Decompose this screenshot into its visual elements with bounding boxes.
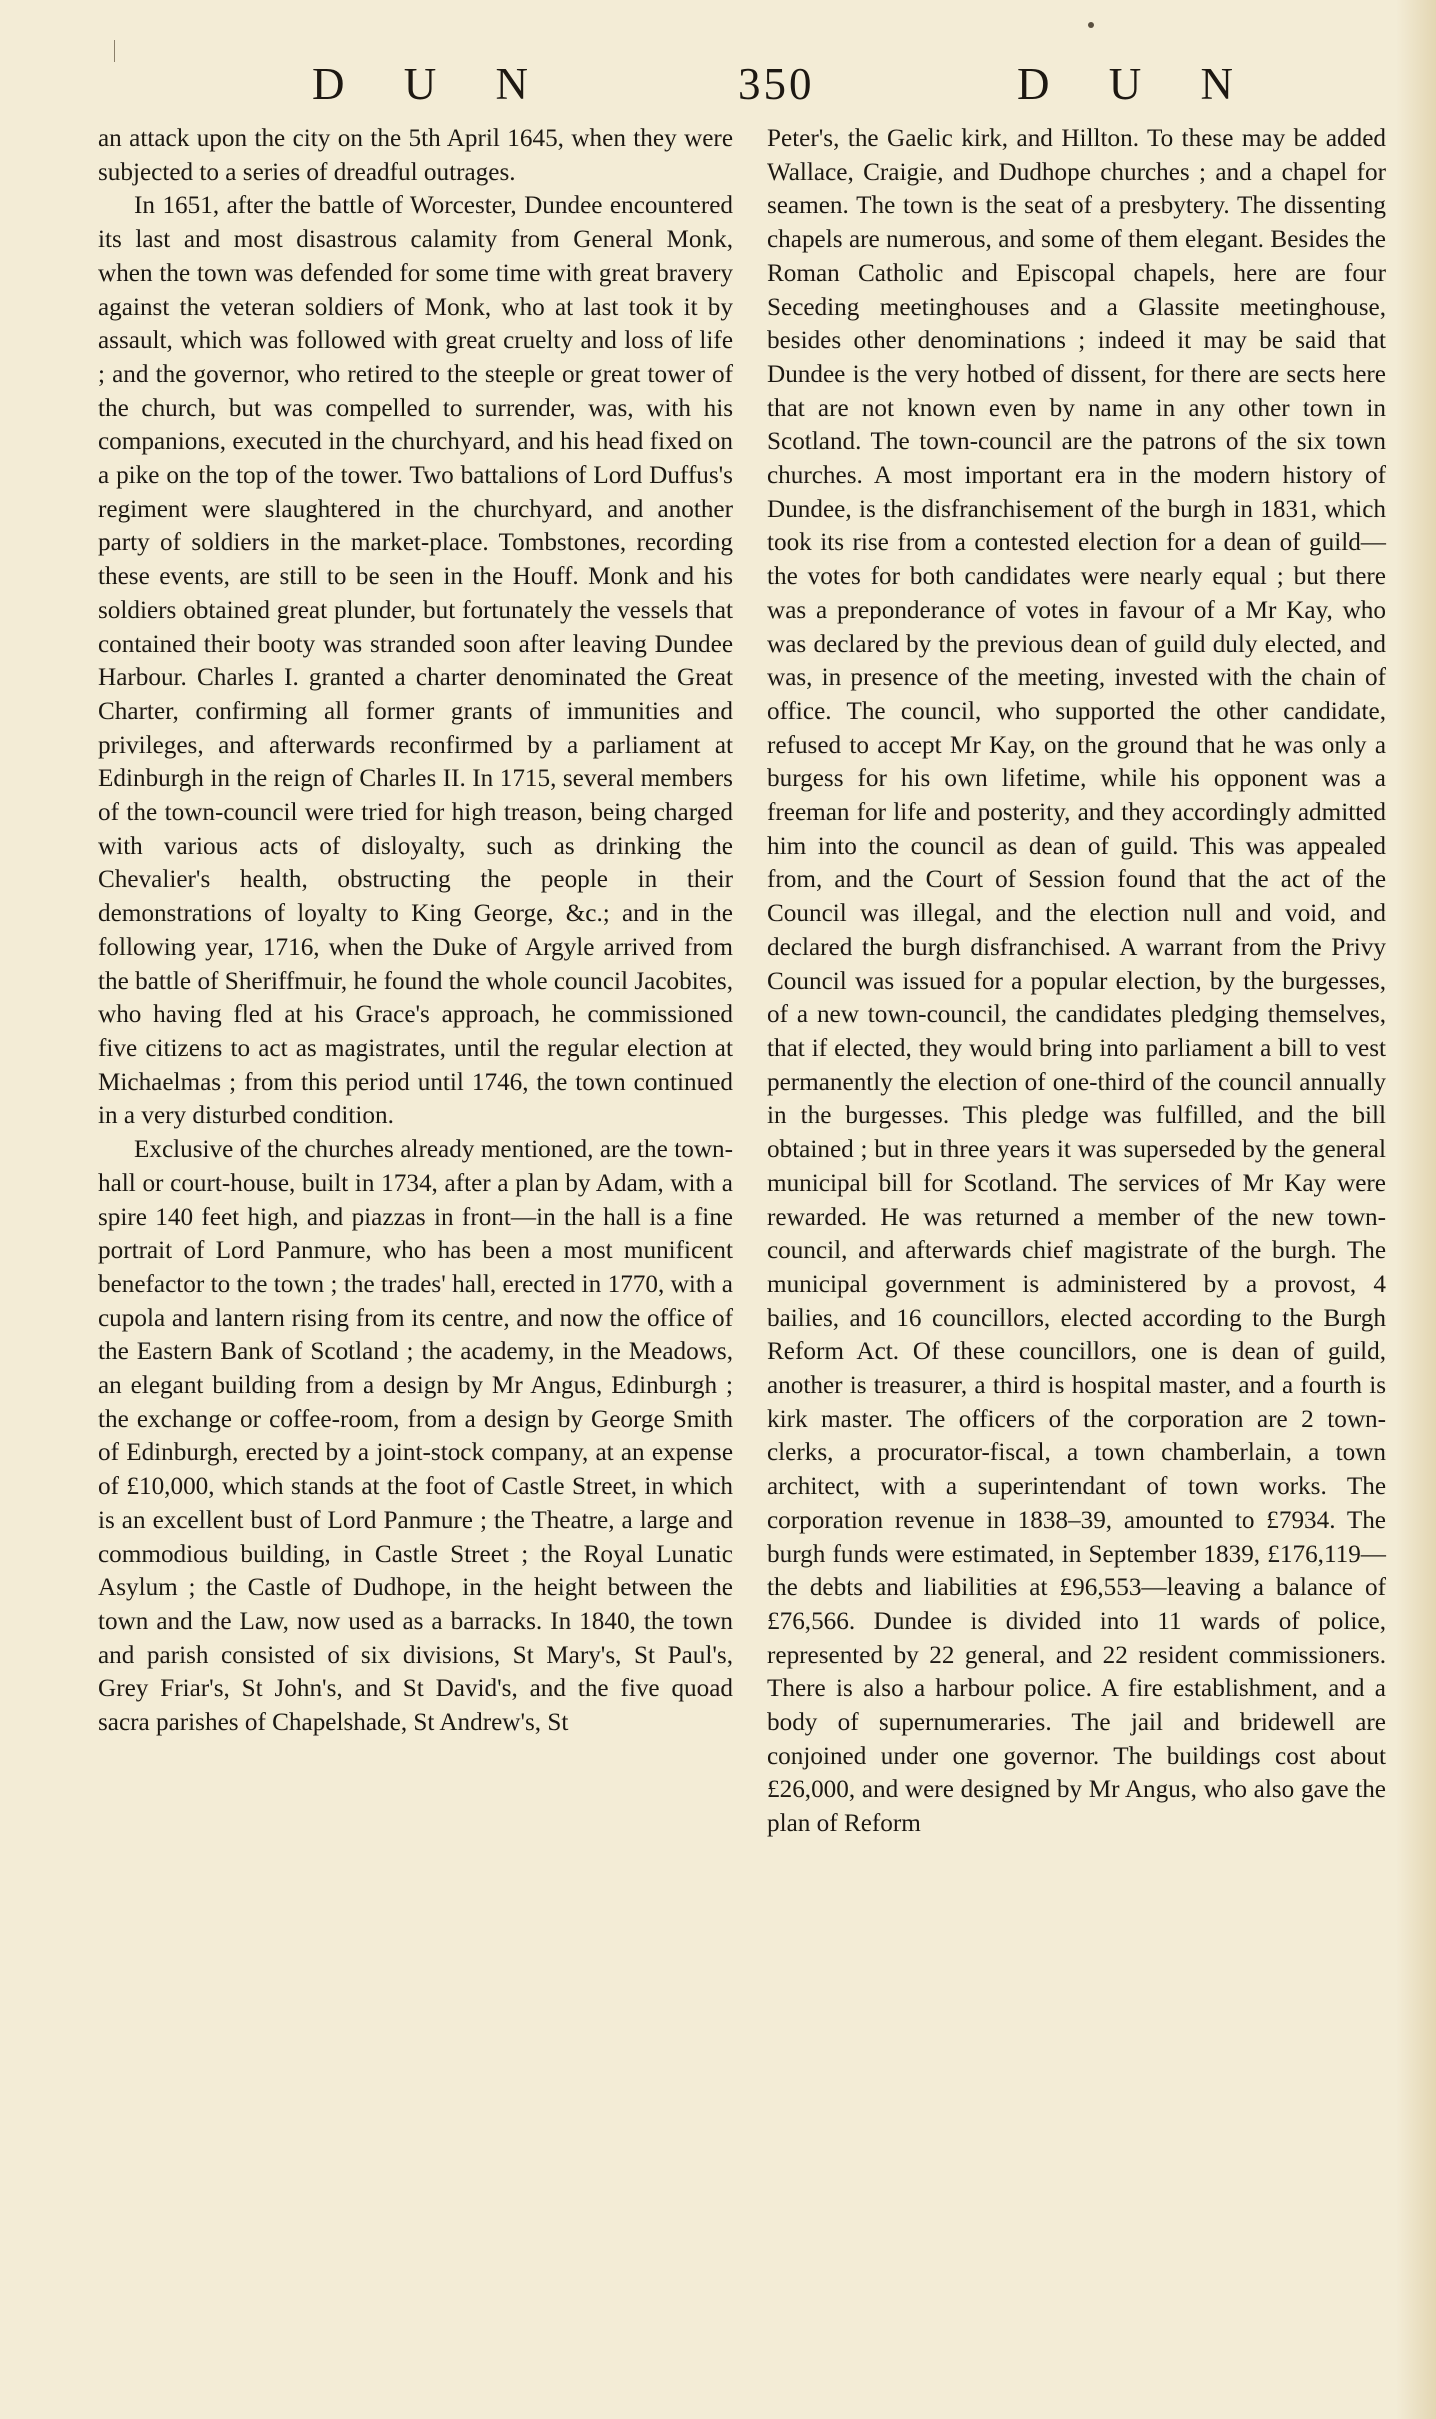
page-edge-shadow	[1396, 0, 1436, 2419]
print-speck	[1088, 22, 1094, 28]
left-paragraph-2: In 1651, after the battle of Worcester, Dundee encountered its last and most disastrous calamity from General Monk, when the town was defended for some time with great bravery against the veteran soldiers of Monk, who at last took it by assault, which was followed with great cruelty and loss of life ; and the governor, who retired to the steeple or great tower of the church, but was compelled to surrender, was, with his companions, executed in the churchyard, and his head fixed on a pike on the top of the tower. Two battalions of Lord Duffus's regiment were slaughtered in the churchyard, and another party of soldiers in the market-place. Tombstones, recording these events, are still to be seen in the Houff. Monk and his soldiers obtained great plunder, but fortunately the vessels that contained their booty was stranded soon after leaving Dundee Harbour. Charles I. granted a charter denominated the Great Charter, confirming all former grants of immunities and privileges, and afterwards reconfirmed by a parliament at Edinburgh in the reign of Charles II. In 1715, several members of the town-council were tried for high treason, being charged with various acts of disloyalty, such as drinking the Chevalier's health, obstructing the people in their demonstrations of loyalty to King George, &c.; and in the following year, 1716, when the Duke of Argyle arrived from the battle of Sheriffmuir, he found the whole council Jacobites, who having fled at his Grace's approach, he commissioned five citizens to act as magistrates, until the regular election at Michaelmas ; from this period until 1746, the town continued in a very disturbed condition.	[98, 192, 733, 1130]
left-paragraph-3: Exclusive of the churches already mentioned, are the town-hall or court-house, built in 1734, after a plan by Adam, with a spire 140 feet high, and piazzas in front—in the hall is a fine portrait of Lord Panmure, who has been a most munificent benefactor to the town ; the trades' hall, erected in 1770, with a cupola and lantern rising from its centre, and now the office of the Eastern Bank of Scotland ; the academy, in the Meadows, an elegant building from a design by Mr Angus, Edinburgh ; the exchange or coffee-room, from a design by George Smith of Edinburgh, erected by a joint-stock company, at an expense of £10,000, which stands at the foot of Castle Street, in which is an excellent bust of Lord Panmure ; the Theatre, a large and commodious building, in Castle Street ; the Royal Lunatic Asylum ; the Castle of Dudhope, in the height between the town and the Law, now used as a barracks. In 1840, the town and parish consisted of six divisions, St Mary's, St Paul's, Grey Friar's, St John's, and St David's, and the five quoad sacra parishes of Chapelshade, St Andrew's, St	[98, 1136, 733, 1737]
left-paragraph-1: an attack upon the city on the 5th April 1645, when they were subjected to a series of dreadful outrages.	[98, 125, 733, 186]
right-paragraph-1: Peter's, the Gaelic kirk, and Hillton. To these may be added Wallace, Craigie, and Dudhope churches ; and a chapel for seamen. The town is the seat of a presbytery. The dissenting chapels are numerous, and some of them elegant. Besides the Roman Catholic and Episcopal chapels, here are four Seceding meetinghouses and a Glassite meetinghouse, besides other denominations ; indeed it may be said that Dundee is the very hotbed of dissent, for there are sects here that are not known even by name in any other town in Scotland. The town-council are the patrons of the six town churches. A most important era in the modern history of Dundee, is the disfranchisement of the burgh in 1831, which took its rise from a contested election for a dean of guild—the votes for both candidates were nearly equal ; but there was a preponderance of votes in favour of a Mr Kay, who was declared by the previous dean of guild duly elected, and was, in presence of the meeting, invested with the chain of office. The council, who supported the other candidate, refused to accept Mr Kay, on the ground that he was only a burgess for his own lifetime, while his opponent was a freeman for life and posterity, and they accordingly admitted him into the council as dean of guild. This was appealed from, and the Court of Session found that the act of the Council was illegal, and the election null and void, and declared the burgh disfranchised. A warrant from the Privy Council was issued for a popular election, by the burgesses, of a new town-council, the candidates pledging themselves, that if elected, they would bring into parliament a bill to vest permanently the election of one-third of the council annually in the burgesses. This pledge was fulfilled, and the bill obtained ; but in three years it was superseded by the general municipal bill for Scotland. The services of Mr Kay were rewarded. He was returned a member of the new town-council, and afterwards chief magistrate of the burgh. The municipal government is administered by a provost, 4 bailies, and 16 councillors, elected according to the Burgh Reform Act. Of these councillors, one is dean of guild, another is treasurer, a third is hospital master, and a fourth is kirk master. The officers of the corporation are 2 town-clerks, a procurator-fiscal, a town chamberlain, a town architect, with a superintendant of town works. The corporation revenue in 1838–39, amounted to £7934. The burgh funds were estimated, in September 1839, £176,119—the debts and liabilities at £96,553—leaving a balance of £76,566. Dundee is divided into 11 wards of police, represented by 22 general, and 22 resident commissioners. There is also a harbour police. A fire establishment, and a body of supernumeraries. The jail and bridewell are conjoined under one governor. The buildings cost about £26,000, and were designed by Mr Angus, who also gave the plan of Reform	[767, 125, 1386, 1838]
right-column	[767, 122, 1386, 2397]
page-number: 350	[738, 59, 815, 109]
left-column	[98, 122, 733, 2397]
header-right-word: D U N	[1017, 59, 1257, 109]
header-left-word: D U N	[312, 59, 552, 109]
running-header	[0, 54, 1436, 114]
